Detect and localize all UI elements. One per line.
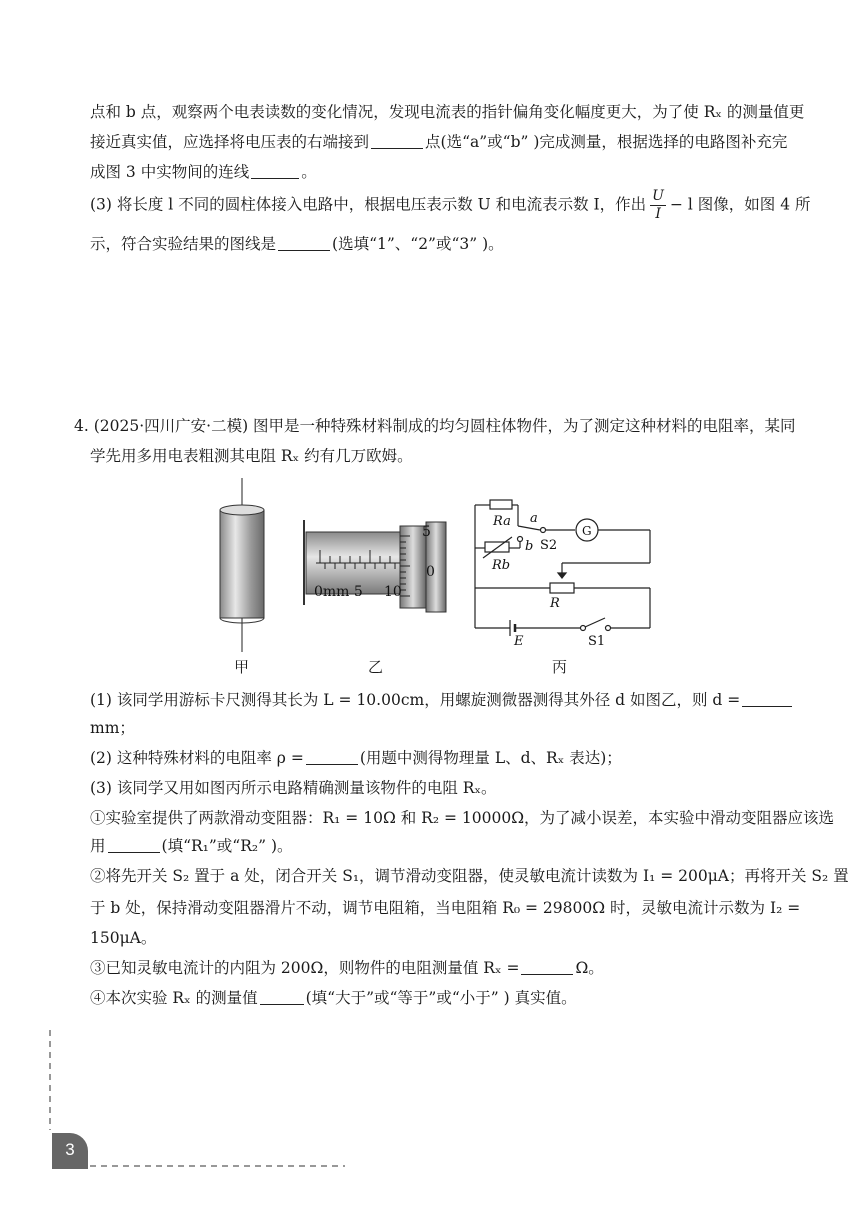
text-seg: (填“大于”或“等于”或“小于” ) 真实值。 <box>305 989 577 1007</box>
label-S1: S1 <box>588 634 606 649</box>
fraction-u-over-i: $\frac{U}{I}$ <box>652 188 664 222</box>
answer-blank[interactable] <box>371 134 423 149</box>
text-line <box>90 688 794 710</box>
label-a: a <box>530 511 538 526</box>
text-seg: 示，符合实验结果的图线是 <box>90 235 277 253</box>
text-line <box>90 746 622 768</box>
label-G: G <box>582 524 592 538</box>
label-Ra: Ra <box>493 514 511 529</box>
text-seg: (填“R₁”或“R₂” )。 <box>161 837 293 855</box>
answer-blank[interactable] <box>742 692 792 707</box>
answer-blank[interactable] <box>306 750 358 765</box>
answer-blank[interactable] <box>108 838 160 853</box>
text-seg: − l 图像，如图 4 所 <box>669 195 811 214</box>
answer-blank[interactable] <box>521 960 573 975</box>
label-b: b <box>525 539 534 554</box>
text-line: 150μA。 <box>90 929 157 947</box>
micrometer-figure <box>304 520 446 612</box>
micrometer-label-10: 10 <box>384 584 402 600</box>
caption-yi: 乙 <box>368 658 384 676</box>
text-line <box>90 160 317 182</box>
text-seg: (选填“1”、“2”或“3” )。 <box>332 235 504 253</box>
page-number: 3 <box>52 1133 88 1169</box>
text-seg: Ω。 <box>575 959 604 977</box>
text-seg: (用题中测得物理量 L、d、Rₓ 表达)； <box>359 749 622 767</box>
micrometer-scale-label: 0mm 5 <box>314 584 363 600</box>
text-seg: (2) 这种特殊材料的电阻率 ρ = <box>90 749 304 767</box>
label-Rb: Rb <box>492 558 511 573</box>
drum-label-5: 5 <box>422 524 431 540</box>
answer-blank[interactable] <box>251 164 299 179</box>
text-seg: 。 <box>301 163 317 181</box>
label-S2: S2 <box>540 538 558 553</box>
text-seg: 成图 3 中实物间的连线 <box>90 163 250 181</box>
text-line: 学先用多用电表粗测其电阻 Rₓ 约有几万欧姆。 <box>90 447 413 465</box>
text-line <box>90 986 577 1008</box>
text-line: mm； <box>90 719 135 737</box>
text-line <box>90 188 811 223</box>
text-seg: ④本次实验 Rₓ 的测量值 <box>90 989 258 1007</box>
text-line: ②将先开关 S₂ 置于 a 处，闭合开关 S₁，调节滑动变阻器，使灵敏电流计读数为 I₁ = 200μA；再将开关 S₂ 置 <box>90 867 849 885</box>
label-R: R <box>550 596 560 611</box>
cylinder-figure <box>220 478 264 652</box>
caption-jia: 甲 <box>234 658 250 676</box>
text-line <box>90 834 293 856</box>
caption-bing: 丙 <box>552 658 568 676</box>
text-line: (3) 该同学又用如图丙所示电路精确测量该物件的电阻 Rₓ。 <box>90 779 497 797</box>
text-seg: (3) 将长度 l 不同的圆柱体接入电路中，根据电压表示数 U 和电流表示数 I，作出 <box>90 195 647 214</box>
text-line: 于 b 处，保持滑动变阻器滑片不动，调节电阻箱，当电阻箱 R₀ = 29800Ω 时，灵敏电流计示数为 I₂ = <box>90 899 801 917</box>
text-seg: 点(选“a”或“b” )完成测量，根据选择的电路图补充完 <box>425 133 788 151</box>
text-line: ①实验室提供了两款滑动变阻器：R₁ = 10Ω 和 R₂ = 10000Ω，为了减小误差，本实验中滑动变阻器应该选 <box>90 809 835 827</box>
text-line: 点和 b 点，观察两个电表读数的变化情况，发现电流表的指针偏角变化幅度更大，为了使 Rₓ 的测量值更 <box>90 103 805 121</box>
answer-blank[interactable] <box>278 236 330 251</box>
text-seg: 用 <box>90 837 106 855</box>
text-seg: 接近真实值，应选择将电压表的右端接到 <box>90 133 370 151</box>
answer-blank[interactable] <box>260 990 304 1005</box>
label-E: E <box>514 634 524 649</box>
question-4-line: 4. (2025·四川广安·二模) 图甲是一种特殊材料制成的均匀圆柱体物件，为了测定这种材料的电阻率，某同 <box>74 417 796 435</box>
text-line <box>90 232 504 254</box>
text-line <box>90 130 787 152</box>
text-line <box>90 956 604 978</box>
drum-label-0: 0 <box>426 564 435 580</box>
page-border-decoration <box>40 1030 360 1170</box>
figures <box>200 470 660 680</box>
text-seg: (1) 该同学用游标卡尺测得其长为 L = 10.00cm，用螺旋测微器测得其外径 d 如图乙，则 d = <box>90 691 741 709</box>
text-seg: ③已知灵敏电流计的内阻为 200Ω，则物件的电阻测量值 Rₓ = <box>90 959 520 977</box>
